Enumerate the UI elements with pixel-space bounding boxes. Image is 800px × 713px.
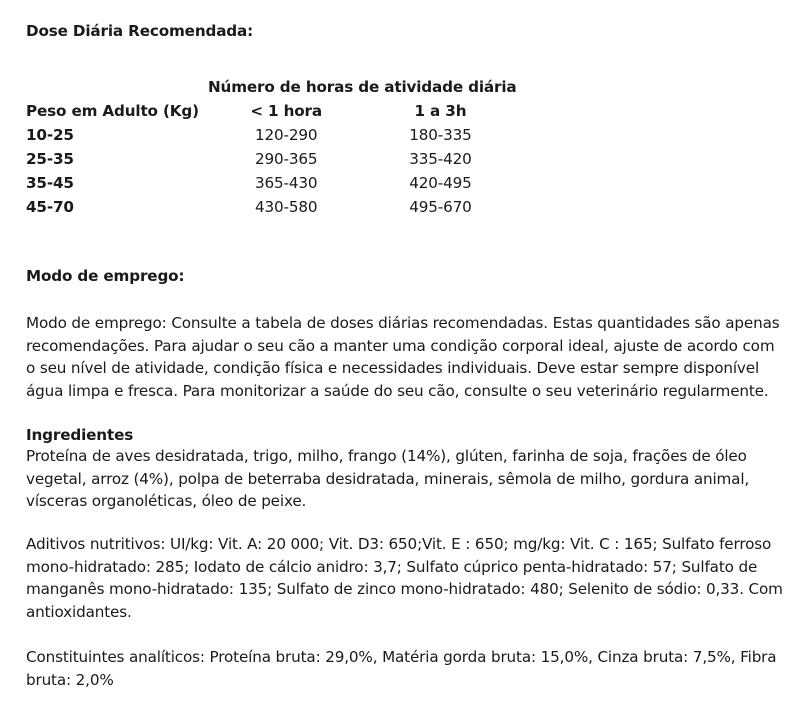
ingredients-text: Proteína de aves desidratada, trigo, milho, frango (14%), glúten, farinha de soja, frações de óleo vegetal, arroz (4%), polpa de beterraba desidratada, minerais, sêmola de milho, gordura animal, vísceras organoléticas, óleo de peixe. bbox=[26, 447, 750, 510]
weight-cell: 25-35 bbox=[26, 150, 74, 168]
table-row bbox=[26, 196, 517, 220]
weight-cell: 10-25 bbox=[26, 126, 74, 144]
dose-table bbox=[26, 76, 517, 220]
dose-cell-less-1h: 120-290 bbox=[254, 126, 318, 144]
dose-title: Dose Diária Recomendada: bbox=[26, 22, 254, 40]
table-super-header-row bbox=[26, 76, 517, 100]
weight-cell: 35-45 bbox=[26, 174, 74, 192]
table-header-row bbox=[26, 100, 517, 124]
dose-cell-less-1h: 430-580 bbox=[254, 198, 318, 216]
dose-cell-1-3h: 420-495 bbox=[409, 174, 472, 192]
table-row bbox=[26, 148, 517, 172]
activity-hours-header: Número de horas de atividade diária bbox=[208, 78, 517, 96]
additives-text: Aditivos nutritivos: UI/kg: Vit. A: 20 000; Vit. D3: 650;Vit. E : 650; mg/kg: Vit. C : 165; Sulfato ferroso mono-hidratado: 285; Iodato de cálcio anidro: 3,7; Sulfato cúprico penta-hidratado: 57; Sulfato de manganês mono-hidratado: 135; Sulfato de zinco mono-hidratado: 480; Selenito de sódio: 0,33. Com antioxidantes. bbox=[26, 535, 783, 621]
dose-cell-less-1h: 365-430 bbox=[254, 174, 318, 192]
analytics-text: Constituintes analíticos: Proteína bruta: 29,0%, Matéria gorda bruta: 15,0%, Cinza bruta: 7,5%, Fibra bruta: 2,0% bbox=[26, 648, 777, 689]
table-row bbox=[26, 124, 517, 148]
usage-text: Modo de emprego: Consulte a tabela de doses diárias recomendadas. Estas quantidades são apenas recomendações. Para ajudar o seu cão a manter uma condição corporal ideal, ajuste de acordo com o seu nível de atividade, condição física e necessidades individuais. Deve estar sempre disponível água limpa e fresca. Para monitorizar a saúde do seu cão, consulte o seu veterinário regularmente. bbox=[26, 314, 780, 400]
weight-cell: 45-70 bbox=[26, 198, 74, 216]
column-header-less-1h: < 1 hora bbox=[250, 102, 322, 120]
usage-heading: Modo de emprego: bbox=[26, 267, 185, 285]
table-row bbox=[26, 172, 517, 196]
dose-cell-1-3h: 180-335 bbox=[409, 126, 472, 144]
column-header-1-3h: 1 a 3h bbox=[414, 102, 467, 120]
dose-cell-1-3h: 335-420 bbox=[409, 150, 472, 168]
ingredients-heading: Ingredientes bbox=[26, 426, 134, 444]
column-header-weight: Peso em Adulto (Kg) bbox=[26, 102, 199, 120]
dose-cell-less-1h: 290-365 bbox=[254, 150, 318, 168]
dose-cell-1-3h: 495-670 bbox=[409, 198, 472, 216]
